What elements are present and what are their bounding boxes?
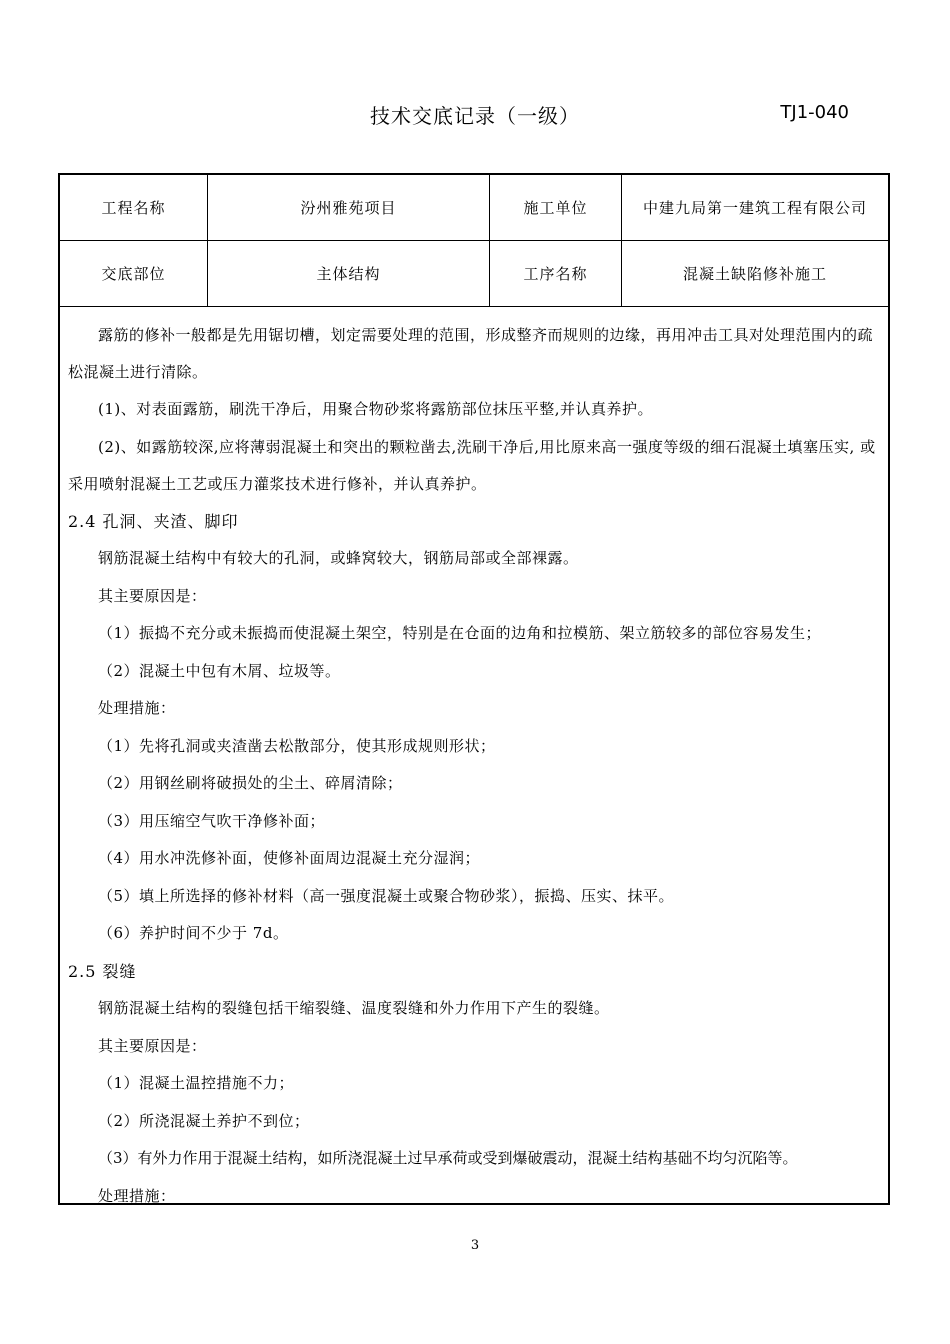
- process-name-value: 混凝土缺陷修补施工: [682, 265, 827, 283]
- contractor-value: 中建九局第一建筑工程有限公司: [642, 199, 867, 217]
- list-item: （2）混凝土中包有木屑、垃圾等。: [98, 661, 341, 680]
- disclosure-part-value: 主体结构: [208, 241, 490, 306]
- list-item: （4）用水冲洗修补面，使修补面周边混凝土充分湿润；: [98, 849, 481, 867]
- list-item: （1）振捣不充分或未振捣而使混凝土架空，特别是在仓面的边角和拉模筋、架立筋较多的部位容易发生；: [98, 624, 822, 642]
- process-name-label: 工序名称: [490, 241, 622, 306]
- paragraph: 其主要原因是：: [98, 586, 207, 605]
- paragraph: (2)、如露筋较深,应将薄弱混凝土和突出的颗粒凿去,洗刷干净后,用比原来高一强度等级的细石混凝土填塞压实, 或采用喷射混凝土工艺或压力灌浆技术进行修补，并认真养护。: [68, 437, 876, 493]
- list-item: （2）用钢丝刷将破损处的尘土、碎屑清除；: [98, 774, 403, 792]
- list-item: （6）养护时间不少于 7d。: [98, 924, 289, 942]
- disclosure-part-label: 交底部位: [60, 241, 208, 306]
- list-item: （5）填上所选择的修补材料（高一强度混凝土或聚合物砂浆），振捣、压实、抹平。: [98, 886, 675, 905]
- record-table: [58, 173, 890, 1205]
- list-item: （1）先将孔洞或夹渣凿去松散部分，使其形成规则形状；: [98, 736, 496, 755]
- document-code: TJ1-040: [780, 102, 849, 123]
- paragraph: 露筋的修补一般都是先用锯切槽，划定需要处理的范围，形成整齐而规则的边缘，再用冲击工具对处理范围内的疏松混凝土进行清除。: [68, 326, 874, 381]
- contractor-label: 施工单位: [490, 175, 622, 240]
- disclosure-content: [60, 307, 888, 1215]
- table-row-project: [60, 175, 888, 241]
- list-item: （3）有外力作用于混凝土结构，如所浇混凝土过早承荷或受到爆破震动，混凝土结构基础不均匀沉陷等。: [98, 1149, 798, 1167]
- section-heading: 2.5 裂缝: [68, 961, 137, 981]
- list-item: （1）混凝土温控措施不力；: [98, 1074, 295, 1092]
- paragraph: (1)、对表面露筋，刷洗干净后，用聚合物砂浆将露筋部位抹压平整,并认真养护。: [98, 400, 654, 418]
- list-item: （3）用压缩空气吹干净修补面；: [98, 811, 326, 830]
- document-title: 技术交底记录（一级）: [370, 104, 580, 128]
- table-row-process: [60, 241, 888, 307]
- page-number: 3: [470, 1238, 480, 1253]
- paragraph: 其主要原因是：: [98, 1036, 207, 1055]
- project-name-label: 工程名称: [60, 175, 208, 240]
- paragraph: 钢筋混凝土结构中有较大的孔洞，或蜂窝较大，钢筋局部或全部裸露。: [98, 549, 579, 567]
- project-name-value: 汾州雅苑项目: [208, 175, 490, 240]
- section-heading: 2.4 孔洞、夹渣、脚印: [68, 511, 239, 531]
- paragraph: 钢筋混凝土结构的裂缝包括干缩裂缝、温度裂缝和外力作用下产生的裂缝。: [98, 999, 610, 1017]
- paragraph: 处理措施：: [98, 1186, 176, 1205]
- list-item: （2）所浇混凝土养护不到位；: [98, 1111, 310, 1130]
- paragraph: 处理措施：: [98, 699, 176, 717]
